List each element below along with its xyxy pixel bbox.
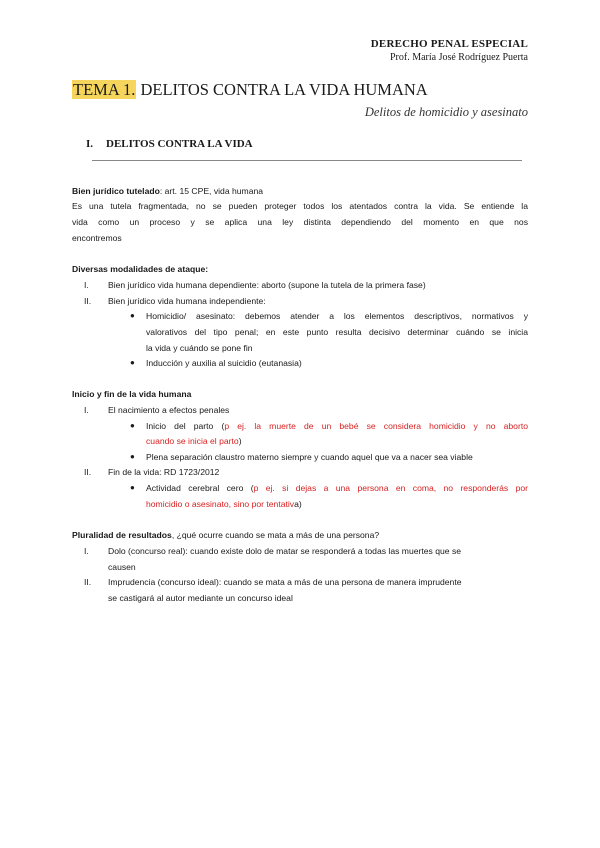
bien-juridico-heading: Bien jurídico tutelado: art. 15 CPE, vida humana bbox=[72, 186, 264, 196]
bullet-line: homicidio o asesinato, sino por tentativa) bbox=[146, 499, 302, 509]
list-item: causen bbox=[108, 562, 136, 572]
bullet-icon: ● bbox=[130, 421, 135, 430]
bullet-icon: ● bbox=[130, 483, 135, 492]
example-text: p ej. si dejas a una persona en coma, no responderás por bbox=[253, 483, 528, 493]
list-marker: I. bbox=[84, 405, 89, 415]
bullet-line: cuando se inicia el parto) bbox=[146, 436, 242, 446]
professor-name: Prof. María José Rodríguez Puerta bbox=[389, 52, 528, 63]
chapter-subtitle: Delitos de homicidio y asesinato bbox=[364, 105, 528, 119]
bullet-icon: ● bbox=[130, 311, 135, 320]
bullet-line: Inducción y auxilia al suicidio (eutanasia) bbox=[146, 358, 302, 368]
list-item: Imprudencia (concurso ideal): cuando se mata a más de una persona de manera imprudente bbox=[108, 577, 462, 587]
bien-juridico-line-2: vida como un proceso y se aplica una ley distinta dependiendo del momento en que nos bbox=[72, 217, 528, 227]
pluralidad-heading: Pluralidad de resultados, ¿qué ocurre cuando se mata a más de una persona? bbox=[72, 530, 380, 540]
inicio-heading: Inicio y fin de la vida humana bbox=[72, 389, 192, 399]
chapter-title bbox=[72, 80, 428, 100]
list-item: Fin de la vida: RD 1723/2012 bbox=[108, 467, 220, 477]
list-item: El nacimiento a efectos penales bbox=[108, 405, 230, 415]
list-item: Dolo (concurso real): cuando existe dolo de matar se responderá a todas las muertes que se bbox=[108, 546, 462, 556]
list-marker: I. bbox=[84, 280, 89, 290]
bullet-line: Homicidio/ asesinato: debemos atender a los elementos descriptivos, normativos y bbox=[146, 311, 528, 321]
bullet-line: Actividad cerebral cero (p ej. si dejas a una persona en coma, no responderás por bbox=[146, 483, 528, 493]
chapter-number: TEMA 1. bbox=[73, 80, 136, 99]
bullet-line: Plena separación claustro materno siempre y cuando aquel que va a nacer sea viable bbox=[146, 452, 473, 462]
section-title: DELITOS CONTRA LA VIDA bbox=[106, 138, 253, 150]
bullet-icon: ● bbox=[130, 452, 135, 461]
bullet-icon: ● bbox=[130, 358, 135, 367]
list-item: Bien jurídico vida humana dependiente: aborto (supone la tutela de la primera fase) bbox=[108, 280, 426, 290]
list-marker: II. bbox=[84, 296, 92, 306]
bullet-line: valorativos del tipo penal; en este punto resulta decisivo determinar cuándo se inicia bbox=[146, 327, 528, 337]
section-number: I. bbox=[86, 138, 94, 150]
list-marker: II. bbox=[84, 467, 92, 477]
modalidades-heading: Diversas modalidades de ataque: bbox=[72, 264, 209, 274]
example-text: cuando se inicia el parto bbox=[146, 436, 239, 446]
bien-juridico-line-1: Es una tutela fragmentada, no se pueden proteger todos los atentados contra la vida. Se entiende la bbox=[72, 201, 528, 211]
example-text: homicidio o asesinato, sino por tentativ bbox=[146, 499, 295, 509]
section-divider bbox=[92, 160, 522, 161]
list-item: Bien jurídico vida humana independiente: bbox=[108, 296, 266, 306]
list-marker: II. bbox=[84, 577, 92, 587]
example-text: p ej. la muerte de un bebé se considera homicidio y no aborto bbox=[224, 421, 528, 431]
list-marker: I. bbox=[84, 546, 89, 556]
chapter-title-text: DELITOS CONTRA LA VIDA HUMANA bbox=[136, 80, 428, 99]
course-name: DERECHO PENAL ESPECIAL bbox=[370, 38, 528, 50]
section-heading bbox=[86, 138, 253, 150]
list-item: se castigará al autor mediante un concurso ideal bbox=[108, 593, 293, 603]
bullet-line: Inicio del parto (p ej. la muerte de un bebé se considera homicidio y no aborto bbox=[146, 421, 528, 431]
bien-juridico-line-3: encontremos bbox=[72, 233, 122, 243]
bullet-line: la vida y cuándo se pone fin bbox=[146, 343, 253, 353]
